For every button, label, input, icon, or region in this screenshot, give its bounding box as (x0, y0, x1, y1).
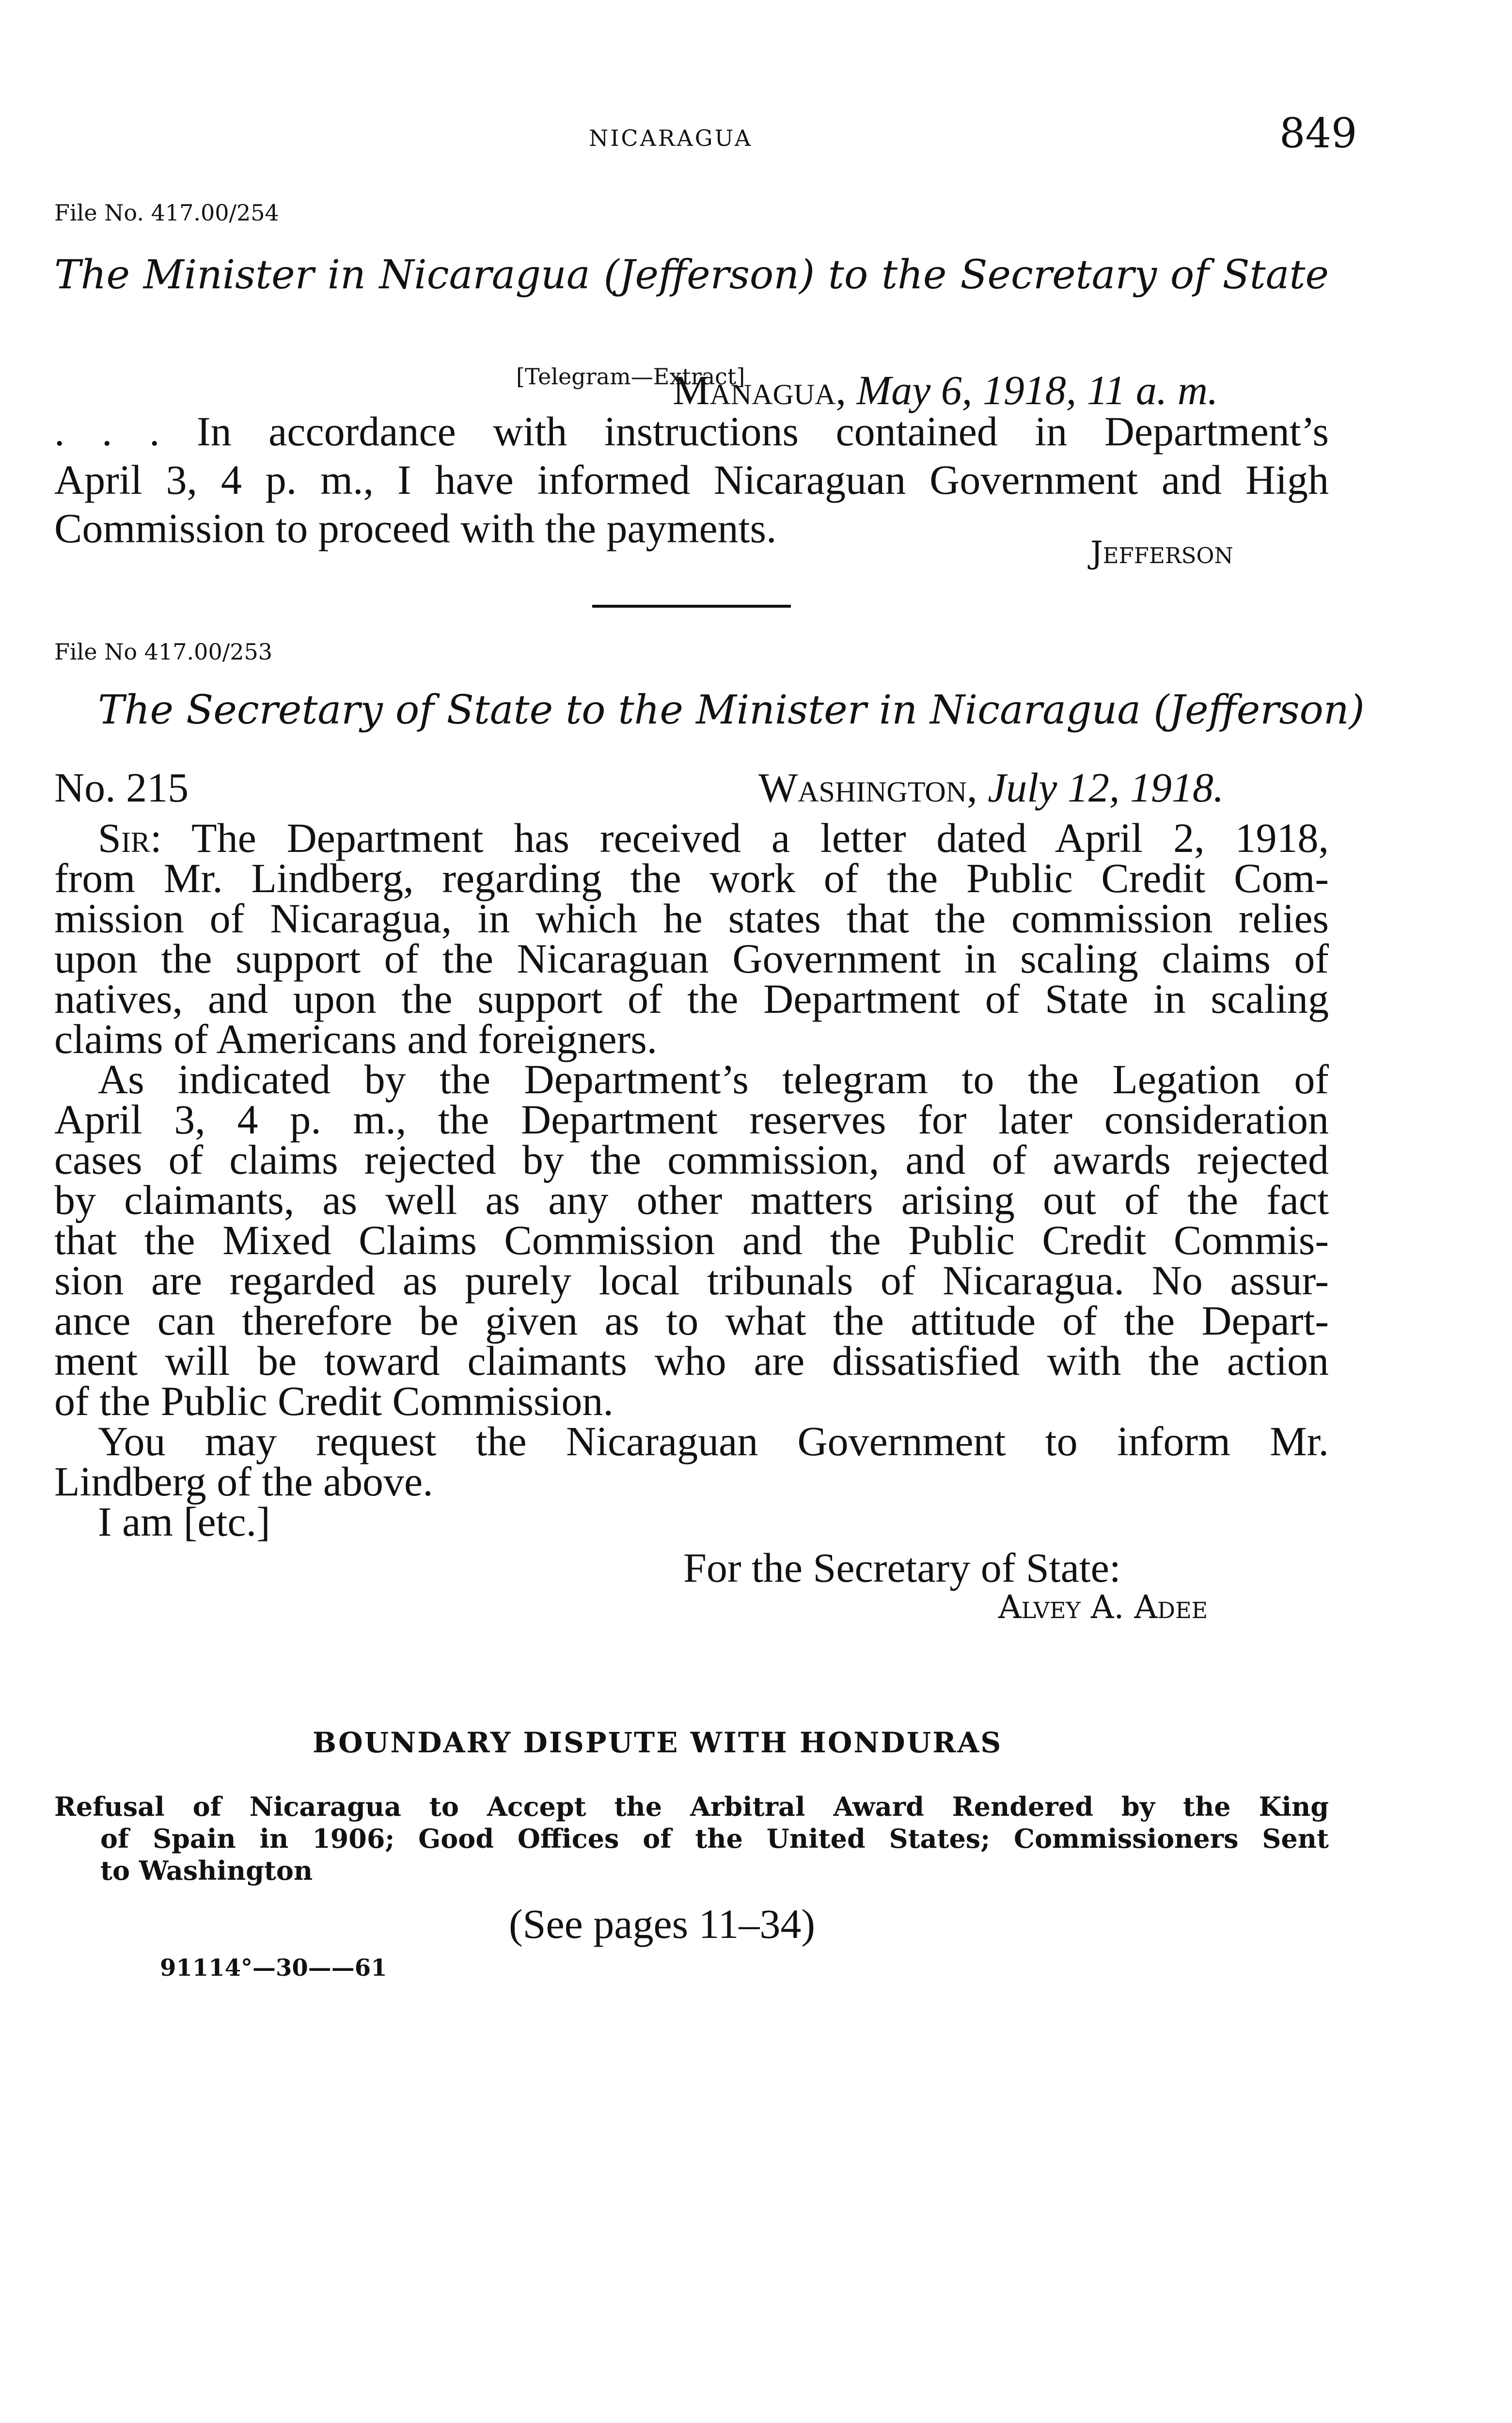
section-subtitle (54, 1791, 1329, 1887)
file-number: File No 417.00/253 (54, 639, 273, 665)
dateline-date: July 12, 1918. (988, 764, 1224, 811)
section-title: BOUNDARY DISPUTE WITH HONDURAS (313, 1726, 1003, 1759)
body-line: of the Public Credit Commission. (54, 1378, 614, 1424)
body-line: Lindberg of the above. (54, 1458, 433, 1505)
dispatch-number: No. 215 (54, 764, 189, 811)
salutation: Sir: (98, 815, 162, 861)
body-line: As indicated by the Department’s telegram to the Legation of (98, 1056, 1329, 1102)
body-line: ance can therefore be given as to what the attitude of the Depart- (54, 1297, 1329, 1344)
body-line: ment will be toward claimants who are dissatisfied with the action (54, 1337, 1329, 1384)
body-line: April 3, 4 p. m., the Department reserves for later consideration (54, 1096, 1329, 1143)
closing: I am [etc.] (98, 1498, 270, 1545)
letter-body (54, 815, 1329, 1545)
subtitle-line: Refusal of Nicaragua to Accept the Arbitral Award Rendered by the King (54, 1791, 1329, 1822)
body-line: You may request the Nicaraguan Government to inform Mr. (98, 1418, 1329, 1464)
body-line: that the Mixed Claims Commission and the Public Credit Commis- (54, 1217, 1329, 1263)
running-title: NICARAGUA (589, 125, 753, 151)
signature: Alvey A. Adee (998, 1589, 1208, 1626)
file-number: File No. 417.00/254 (54, 200, 279, 226)
subtitle-line: to Washington (100, 1855, 313, 1886)
body-line: April 3, 4 p. m., I have informed Nicaraguan Government and High (54, 456, 1329, 503)
body-line: sion are regarded as purely local tribunals of Nicaragua. No assur- (54, 1257, 1329, 1304)
body-line: Commission to proceed with the payments. (54, 505, 777, 551)
body-line: by claimants, as well as any other matters arising out of the fact (54, 1177, 1329, 1223)
dateline (758, 763, 1224, 812)
body-line: from Mr. Lindberg, regarding the work of the Public Credit Com- (54, 855, 1329, 901)
document-subheading: [Telegram—Extract] (516, 363, 745, 390)
body-line: upon the support of the Nicaraguan Government in scaling claims of (54, 935, 1329, 982)
document-heading: The Secretary of State to the Minister in Nicaragua (Jefferson) (98, 687, 1365, 733)
dateline-place: Managua, (673, 367, 846, 413)
dateline-date: May 6, 1918, 11 a. m. (856, 367, 1218, 413)
paragraph (54, 815, 1329, 1062)
telegram-body (54, 407, 1329, 552)
signature: Jefferson (1090, 535, 1233, 571)
dateline-place: Washington, (758, 764, 977, 811)
subtitle-line: of Spain in 1906; Good Offices of the United States; Commissioners Sent (100, 1823, 1329, 1854)
document-heading: The Minister in Nicaragua (Jefferson) to the Secretary of State (54, 252, 1329, 298)
body-line: . . . In accordance with instructions contained in Department’s (54, 408, 1329, 455)
page-number: 849 (1279, 110, 1357, 157)
section-divider (592, 605, 791, 608)
for-line: For the Secretary of State: (683, 1544, 1121, 1591)
paragraph (54, 1418, 1329, 1505)
print-code: 91114°—30——61 (160, 1954, 387, 1982)
see-pages-note: (See pages 11–34) (509, 1901, 816, 1947)
body-line: Sir: The Department has received a letter dated April 2, 1918, (98, 815, 1329, 861)
body-line: natives, and upon the support of the Department of State in scaling (54, 975, 1329, 1022)
body-line: mission of Nicaragua, in which he states that the commission relies (54, 895, 1329, 942)
body-line: cases of claims rejected by the commission, and of awards rejected (54, 1136, 1329, 1183)
body-line: claims of Americans and foreigners. (54, 1016, 658, 1062)
paragraph (54, 1056, 1329, 1424)
